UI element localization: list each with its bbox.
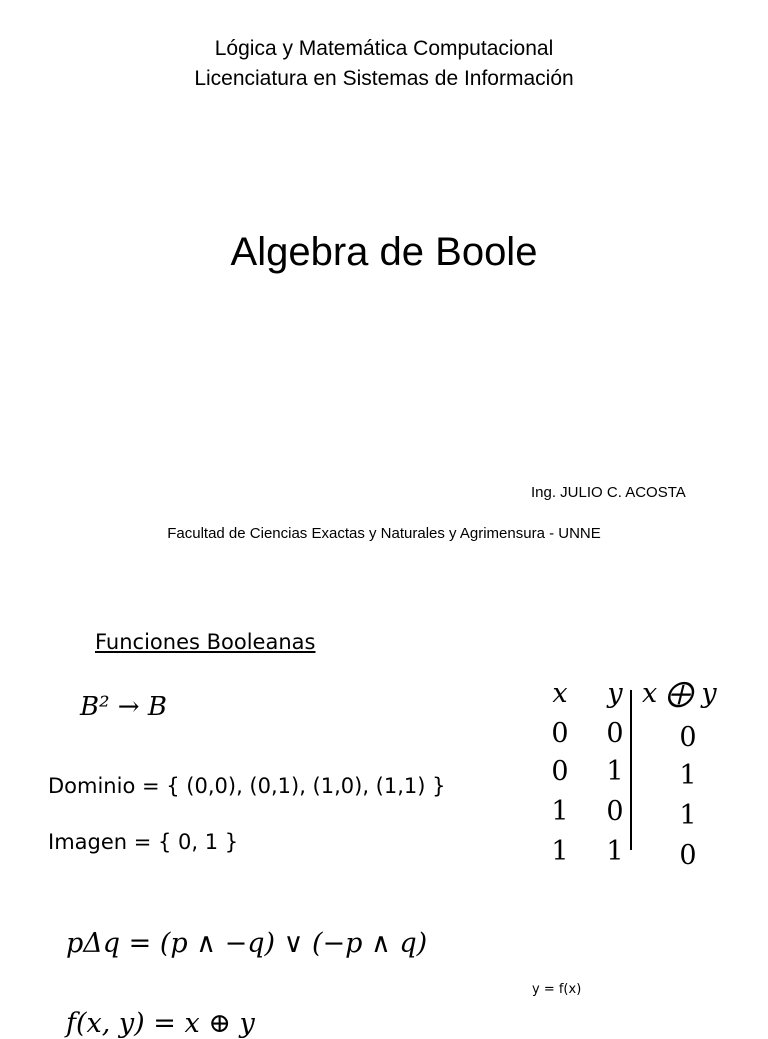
course-subject bbox=[0, 34, 768, 94]
truth-table-header-xor: x ⨁ y bbox=[642, 678, 717, 709]
truth-table-divider bbox=[630, 690, 632, 850]
dominio-text: Dominio = { (0,0), (0,1), (1,0), (1,1) } bbox=[48, 774, 446, 798]
course-name: Lógica y Matemática Computacional bbox=[214, 37, 554, 60]
truth-table-cell: 0 bbox=[551, 756, 569, 787]
truth-table-header-x: x bbox=[552, 678, 568, 709]
mapping-formula: B² → B bbox=[80, 692, 167, 722]
section-heading: Funciones Booleanas bbox=[95, 630, 316, 654]
imagen-text: Imagen = { 0, 1 } bbox=[48, 830, 239, 854]
truth-table-cell: 0 bbox=[551, 718, 569, 749]
truth-table-cell: 1 bbox=[551, 836, 569, 867]
slide-title: Algebra de Boole bbox=[230, 230, 538, 274]
cutoff-formula: f(x, y) = x ⊕ y bbox=[66, 1008, 255, 1039]
truth-table-cell: 0 bbox=[679, 840, 697, 871]
function-note: y = f(x) bbox=[532, 982, 582, 997]
truth-table-cell: 1 bbox=[679, 800, 697, 831]
truth-table-cell: 1 bbox=[679, 760, 697, 791]
program-name: Licenciatura en Sistemas de Información bbox=[194, 67, 574, 90]
author-name: Ing. JULIO C. ACOSTA bbox=[531, 484, 686, 501]
xor-definition: pΔq = (p ∧ −q) ∨ (−p ∧ q) bbox=[66, 928, 428, 959]
truth-table-cell: 1 bbox=[606, 836, 624, 867]
truth-table-cell: 0 bbox=[606, 718, 624, 749]
truth-table-cell: 1 bbox=[606, 756, 624, 787]
truth-table-cell: 0 bbox=[606, 796, 624, 827]
faculty-name: Facultad de Ciencias Exactas y Naturales y Agrimensura - UNNE bbox=[167, 525, 601, 542]
truth-table-cell: 0 bbox=[679, 722, 697, 753]
truth-table-cell: 1 bbox=[551, 796, 569, 827]
truth-table-header-y: y bbox=[607, 678, 623, 709]
